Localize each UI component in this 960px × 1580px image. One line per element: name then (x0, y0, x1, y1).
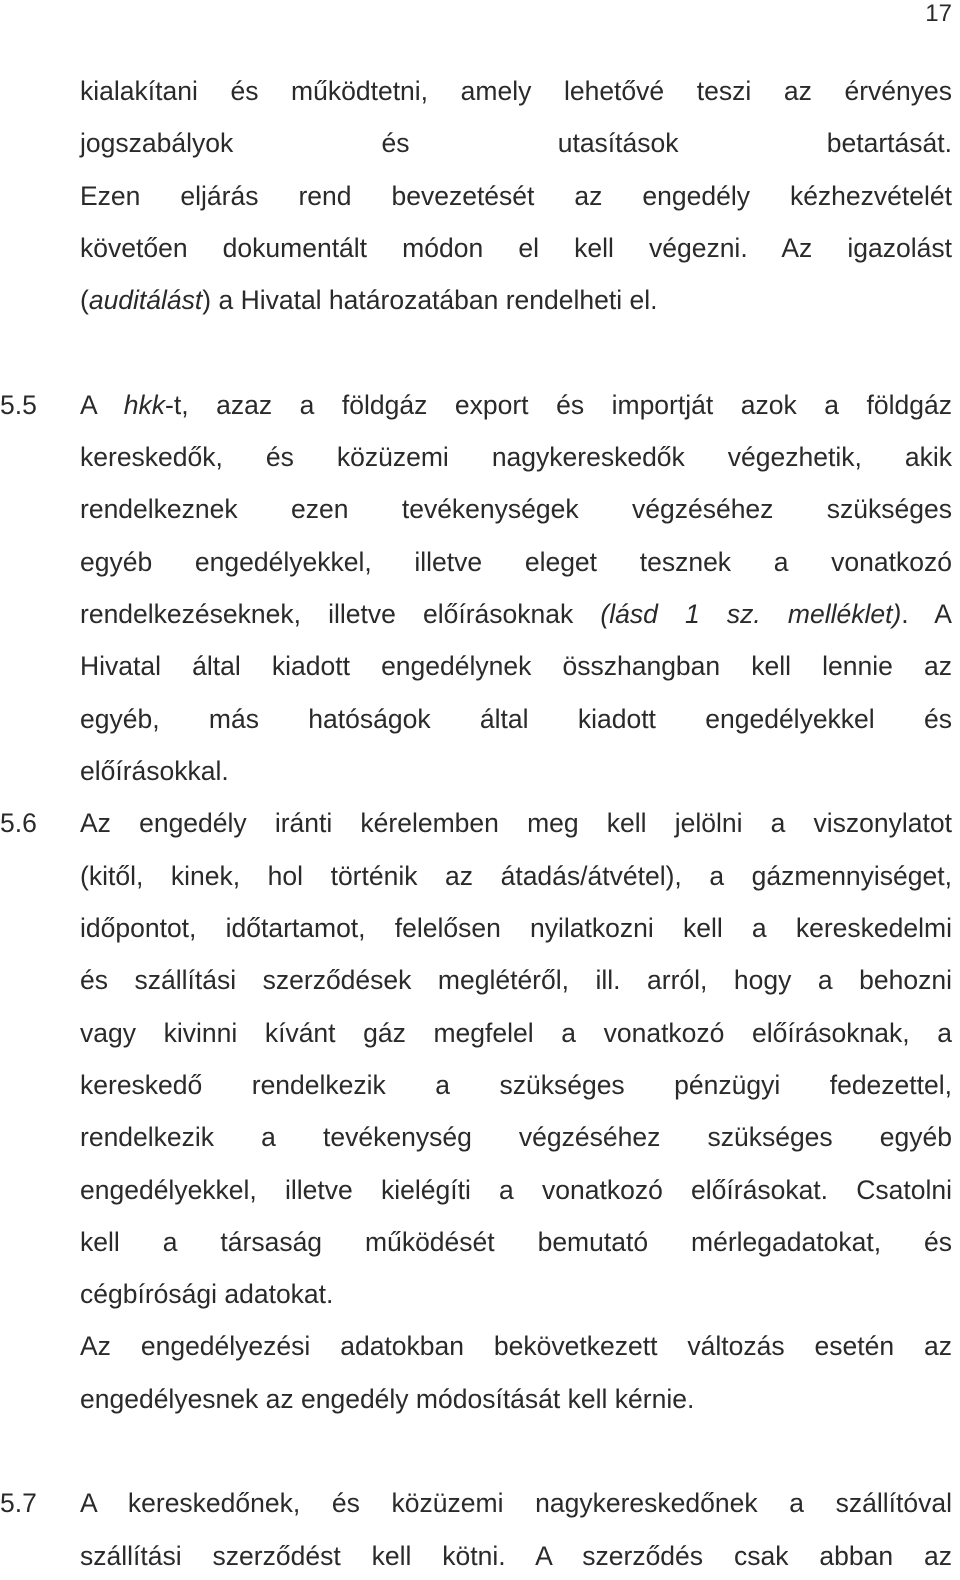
section-5-6-line-2: (kitől, kinek, hol történik az átadás/átvétel), a gázmennyiséget, (80, 861, 952, 891)
section-number: 5.7 (0, 1488, 37, 1518)
text-run: rendelkezéseknek, illetve előírásoknak (80, 599, 601, 629)
text-run: ( (80, 285, 89, 315)
italic-reference: (lásd 1 sz. melléklet) (600, 599, 902, 629)
text-run: . A (901, 599, 952, 629)
section-5-5-line-1 (80, 385, 952, 425)
section-5-6-line-3: időpontot, időtartamot, felelősen nyilatkozni kell a kereskedelmi (80, 913, 952, 943)
section-5-6-para2-line-1: Az engedélyezési adatokban bekövetkezett változás esetén az (80, 1331, 952, 1361)
section-5-6-line-8: engedélyekkel, illetve kielégíti a vonatkozó előírásokat. Csatolni (80, 1175, 952, 1205)
intro-line-4: követően dokumentált módon el kell végezni. Az igazolást (80, 233, 952, 263)
section-5-5-line-5 (80, 594, 952, 634)
section-5-5-line-2: kereskedők, és közüzemi nagykereskedők végezhetik, akik (80, 442, 952, 472)
section-5-6-para2-line-2: engedélyesnek az engedély módosítását kell kérnie. (80, 1384, 695, 1414)
section-5-6-line-4: és szállítási szerződések meglétéről, ill. arról, hogy a behozni (80, 965, 952, 995)
section-5-6-line-1: Az engedély iránti kérelemben meg kell jelölni a viszonylatot (80, 808, 952, 838)
section-5-5-line-6: Hivatal által kiadott engedélynek összhangban kell lennie az (80, 651, 952, 681)
section-number: 5.6 (0, 808, 37, 838)
section-5-5-line-8: előírásokkal. (80, 756, 229, 786)
section-number: 5.5 (0, 390, 37, 420)
section-5-6-line-6: kereskedő rendelkezik a szükséges pénzügyi fedezettel, (80, 1070, 952, 1100)
section-5-5-line-4: egyéb engedélyekkel, illetve eleget tesznek a vonatkozó (80, 547, 952, 577)
section-5-5-line-7: egyéb, más hatóságok által kiadott engedélyekkel és (80, 704, 952, 734)
intro-line-5 (80, 280, 952, 320)
text-run: ) a Hivatal határozatában rendelheti el. (202, 285, 658, 315)
section-5-5-line-3: rendelkeznek ezen tevékenységek végzéséhez szükséges (80, 494, 952, 524)
section-5-6-line-5: vagy kivinni kívánt gáz megfelel a vonatkozó előírásoknak, a (80, 1018, 952, 1048)
italic-term: auditálást (88, 285, 203, 315)
section-5-6-line-7: rendelkezik a tevékenység végzéséhez szükséges egyéb (80, 1122, 952, 1152)
page-number: 17 (925, 0, 952, 27)
section-5-6-line-10: cégbírósági adatokat. (80, 1279, 334, 1309)
text-run: -t, azaz a földgáz export és importját azok a földgáz (165, 390, 953, 420)
section-5-7-line-2: szállítási szerződést kell kötni. A szerződés csak abban az (80, 1541, 952, 1571)
intro-line-1: kialakítani és működtetni, amely lehetővé teszi az érvényes (80, 76, 952, 106)
section-5-6-line-9: kell a társaság működését bemutató mérlegadatokat, és (80, 1227, 952, 1257)
italic-term: hkk (123, 390, 166, 420)
text-run: A (80, 390, 124, 420)
section-5-7-line-1: A kereskedőnek, és közüzemi nagykereskedőnek a szállítóval (80, 1488, 952, 1518)
intro-line-2: jogszabályok és utasítások betartását. (80, 128, 952, 158)
intro-line-3: Ezen eljárás rend bevezetését az engedély kézhezvételét (80, 181, 952, 211)
